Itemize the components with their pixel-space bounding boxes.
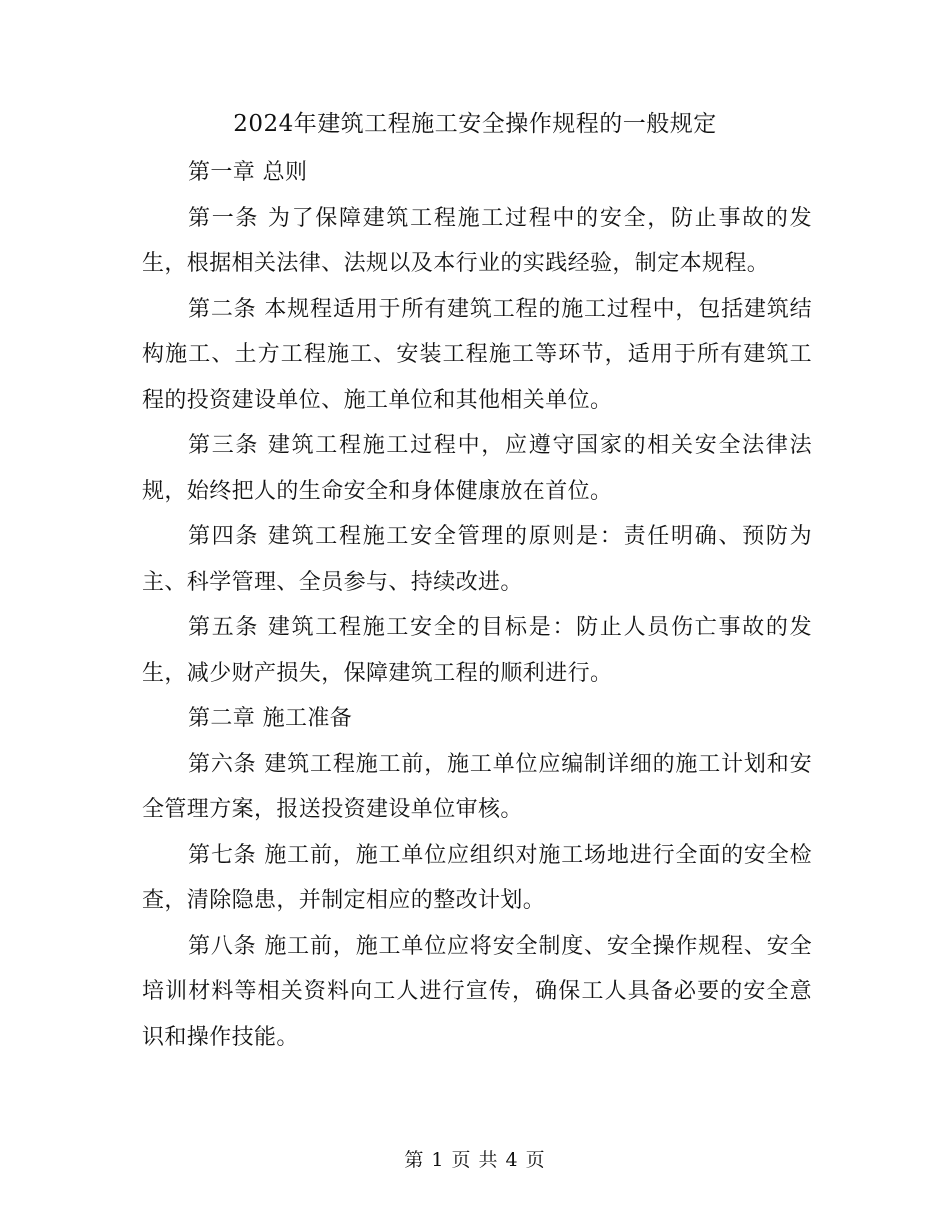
article-paragraph: 第三条 建筑工程施工过程中，应遵守国家的相关安全法律法规，始终把人的生命安全和身体健康放在首位。 (142, 433, 812, 504)
page-number-footer: 第 1 页 共 4 页 (404, 1149, 546, 1171)
chapter-heading: 第一章 总则 (188, 160, 308, 185)
chapter-heading: 第二章 施工准备 (188, 706, 353, 731)
article-paragraph: 第一条 为了保障建筑工程施工过程中的安全，防止事故的发生，根据相关法律、法规以及本行业的实践经验，制定本规程。 (142, 205, 812, 276)
article-paragraph: 第六条 建筑工程施工前，施工单位应编制详细的施工计划和安全管理方案，报送投资建设单位审核。 (142, 751, 812, 822)
article-paragraph: 第五条 建筑工程施工安全的目标是：防止人员伤亡事故的发生，减少财产损失，保障建筑工程的顺利进行。 (142, 615, 812, 686)
article-paragraph: 第七条 施工前，施工单位应组织对施工场地进行全面的安全检查，清除隐患，并制定相应的整改计划。 (142, 842, 812, 913)
document-title: 2024年建筑工程施工安全操作规程的一般规定 (233, 111, 717, 137)
document-body (142, 150, 812, 1060)
article-paragraph: 第二条 本规程适用于所有建筑工程的施工过程中，包括建筑结构施工、土方工程施工、安装工程施工等环节，适用于所有建筑工程的投资建设单位、施工单位和其他相关单位。 (142, 296, 812, 413)
article-paragraph: 第四条 建筑工程施工安全管理的原则是：责任明确、预防为主、科学管理、全员参与、持续改进。 (142, 524, 812, 595)
article-paragraph: 第八条 施工前，施工单位应将安全制度、安全操作规程、安全培训材料等相关资料向工人进行宣传，确保工人具备必要的安全意识和操作技能。 (142, 933, 812, 1050)
